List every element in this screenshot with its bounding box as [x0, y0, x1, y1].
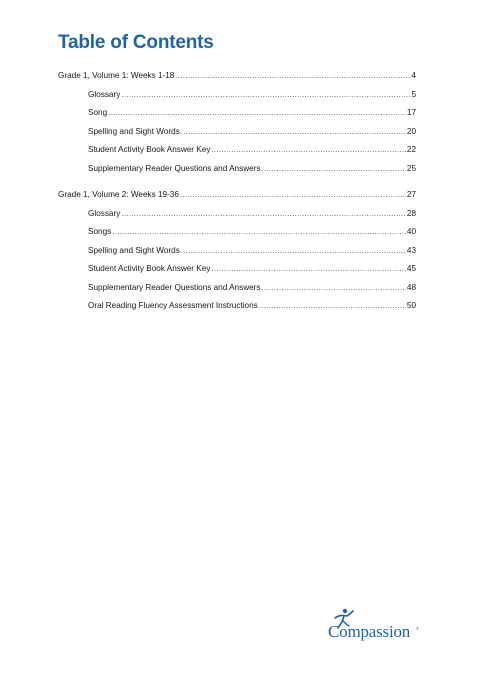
dot-leader — [112, 223, 406, 242]
toc-entry-page: 43 — [406, 245, 416, 255]
dot-leader — [181, 123, 406, 142]
toc-entry — [58, 297, 416, 316]
toc-entry-label: Spelling and Sight Words — [88, 126, 180, 136]
toc-entry-label: Supplementary Reader Questions and Answers — [88, 282, 261, 292]
toc-entry-label: Student Activity Book Answer Key — [88, 264, 211, 273]
toc-entry — [58, 260, 416, 279]
dot-leader — [262, 160, 406, 179]
toc-entry-page: 4 — [411, 71, 416, 80]
dot-leader — [121, 86, 410, 105]
toc-entry — [58, 205, 416, 224]
toc-entry-label: Student Activity Book Answer Key — [88, 145, 211, 154]
dot-leader — [259, 297, 406, 316]
toc-entry-page: 25 — [406, 163, 416, 173]
toc-entry — [58, 123, 416, 142]
toc-heading-entry — [58, 186, 416, 205]
dot-leader — [181, 242, 406, 261]
toc-entry-label: Songs — [88, 227, 112, 236]
dot-leader — [175, 67, 410, 86]
table-of-contents — [58, 67, 416, 324]
toc-entry — [58, 104, 416, 123]
toc-entry-page: 45 — [406, 264, 416, 273]
logo-trademark: ® — [416, 626, 419, 631]
toc-entry-label: Oral Reading Fluency Assessment Instructions — [88, 301, 258, 310]
toc-entry-page: 40 — [406, 227, 416, 236]
toc-entry — [58, 86, 416, 105]
toc-entry-label: Supplementary Reader Questions and Answers — [88, 163, 261, 173]
toc-entry-page: 22 — [406, 145, 416, 154]
toc-section-volume-2 — [58, 186, 416, 316]
toc-entry-label: Grade 1, Volume 2: Weeks 19-36 — [58, 190, 179, 199]
toc-entry — [58, 141, 416, 160]
toc-heading-entry — [58, 67, 416, 86]
toc-entry-page: 27 — [406, 190, 416, 199]
dot-leader — [211, 260, 405, 279]
toc-entry-page: 20 — [406, 126, 416, 136]
toc-entry-page: 28 — [406, 208, 416, 218]
dot-leader — [180, 186, 406, 205]
compassion-logo — [324, 608, 424, 650]
toc-entry-label: Spelling and Sight Words — [88, 245, 180, 255]
toc-entry-page: 5 — [411, 89, 416, 99]
toc-entry-page: 17 — [406, 108, 416, 117]
toc-entry — [58, 223, 416, 242]
dot-leader — [262, 279, 406, 298]
toc-section-volume-1 — [58, 67, 416, 178]
toc-entry — [58, 160, 416, 179]
toc-entry-page: 48 — [406, 282, 416, 292]
page-title: Table of Contents — [58, 32, 214, 53]
toc-entry-label: Glossary — [88, 89, 121, 99]
toc-entry — [58, 279, 416, 298]
toc-entry-label: Grade 1, Volume 1: Weeks 1-18 — [58, 71, 175, 80]
dot-leader — [121, 205, 406, 224]
toc-entry-label: Glossary — [88, 208, 121, 218]
toc-entry-label: Song — [88, 108, 108, 117]
toc-entry — [58, 242, 416, 261]
dot-leader — [211, 141, 405, 160]
toc-entry-page: 50 — [406, 301, 416, 310]
dot-leader — [108, 104, 406, 123]
logo-wordmark: Compassion — [328, 622, 411, 641]
